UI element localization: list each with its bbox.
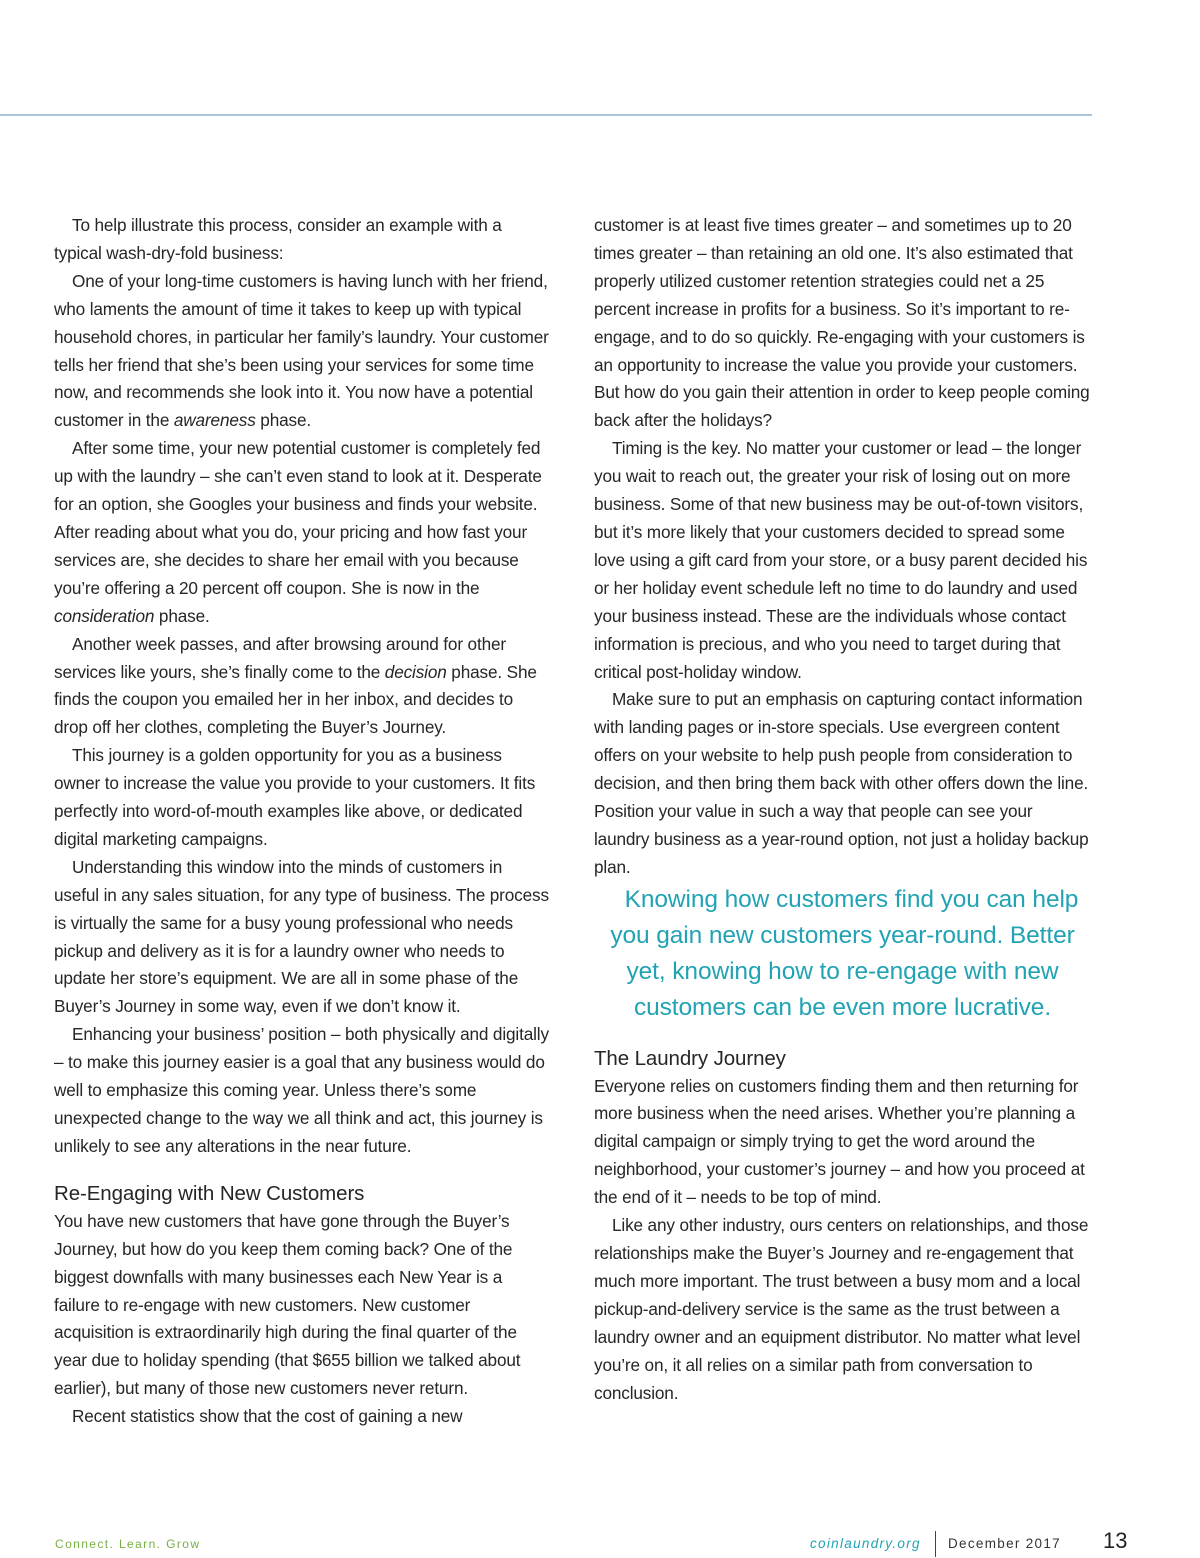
paragraph: Understanding this window into the minds of customers in useful in any sales situation, for any type of business. The process is virtually the same for a busy young professional who needs pickup and delivery as it is for a laundry owner who needs to update her store’s equipment. We are all in some phase of the Buyer’s Journey in some way, even if we don’t know it. — [54, 856, 549, 1017]
paragraph: Make sure to put an emphasis on capturing contact information with landing pages or in-store specials. Use evergreen content offers on your website to help push people from consideration to decision, and then bring them back with other offers down the line. Position your value in such a way that people can see your laundry business as a year-round option, not just a holiday backup plan. — [594, 689, 1089, 877]
paragraph: One of your long-time customers is having lunch with her friend, who laments the amount of time it takes to keep up with typical household chores, in particular her family’s laundry. Your customer tells her friend that she’s been using your services for some time now, and recommends she look into it. You now have a potential customer in the awareness phase. — [54, 270, 549, 431]
section-heading-re-engaging: Re-Engaging with New Customers — [54, 1181, 365, 1205]
paragraph: customer is at least five times greater – and sometimes up to 20 times greater – than retaining an old one. It’s also estimated that properly utilized customer retention strategies could net a 25 percent increase in profits for a business. So it’s important to re-engage, and to do so quickly. Re-engaging with your customers is an opportunity to increase the value you provide your customers. But how do you gain their attention in order to keep people coming back after the holidays? — [594, 215, 1090, 431]
paragraph: This journey is a golden opportunity for you as a business owner to increase the value you provide to your customers. It fits perfectly into word-of-mouth examples like above, or dedicated digital marketing campaigns. — [54, 745, 536, 849]
pull-quote: Knowing how customers find you can help you gain new customers year-round. Better yet, knowing how to re-engage with new customers can be even more lucrative. — [610, 885, 1079, 1022]
paragraph: Like any other industry, ours centers on relationships, and those relationships make the Buyer’s Journey and re-engagement that much more important. The trust between a busy mom and a local pickup-and-delivery service is the same as the trust between a laundry owner and an equipment distributor. No matter what level you’re on, it all relies on a similar path from conversation to conclusion. — [594, 1215, 1089, 1403]
header-rule — [0, 114, 1092, 116]
footer-issue-date: December 2017 — [948, 1536, 1061, 1551]
paragraph: Everyone relies on customers finding them and then returning for more business when the need arises. Whether you’re planning a digital campaign or simply trying to get the word around the neighborhood, your customer’s journey – and how you proceed at the end of it – needs to be top of mind. — [594, 1075, 1085, 1208]
footer-divider — [935, 1531, 936, 1557]
section-heading-laundry-journey: The Laundry Journey — [594, 1046, 786, 1070]
right-column — [594, 212, 1091, 1407]
footer-site-link[interactable]: coinlaundry.org — [810, 1536, 921, 1551]
paragraph: Another week passes, and after browsing around for other services like yours, she’s finally come to the decision phase. She finds the coupon you emailed her in her inbox, and decides to drop off her clothes, completing the Buyer’s Journey. — [54, 633, 537, 738]
paragraph: Enhancing your business’ position – both physically and digitally – to make this journey easier is a goal that any business would do well to emphasize this coming year. Unless there’s some unexpected change to the way we all think and act, this journey is unlikely to see any alterations in the near future. — [54, 1024, 549, 1156]
paragraph: You have new customers that have gone through the Buyer’s Journey, but how do you keep them coming back? One of the biggest downfalls with many businesses each New Year is a failure to re-engage with new customers. New customer acquisition is extraordinarily high during the final quarter of the year due to holiday spending (that $655 billion we talked about earlier), but many of those new customers never return. — [54, 1210, 521, 1399]
footer-tagline: Connect. Learn. Grow — [55, 1537, 201, 1551]
paragraph: After some time, your new potential customer is completely fed up with the laundry – she can’t even stand to look at it. Desperate for an option, she Googles your business and finds your website. After reading about what you do, your pricing and how fast your services are, she decides to share her email with you because you’re offering a 20 percent off coupon. She is now in the consideration phase. — [54, 438, 542, 626]
left-column — [54, 212, 551, 1431]
paragraph: To help illustrate this process, consider an example with a typical wash-dry-fold business: — [54, 215, 502, 263]
paragraph: Timing is the key. No matter your customer or lead – the longer you wait to reach out, the greater your risk of losing out on more business. Some of that new business may be out-of-town visitors, but it’s more likely that your customers decided to spread some love using a gift card from your store, or a busy parent decided his or her holiday event schedule left no time to do laundry and used your business instead. These are the individuals whose contact information is precious, and who you need to target during that critical post-holiday window. — [594, 438, 1088, 682]
paragraph: Recent statistics show that the cost of gaining a new — [72, 1406, 463, 1427]
page-number: 13 — [1103, 1528, 1128, 1553]
